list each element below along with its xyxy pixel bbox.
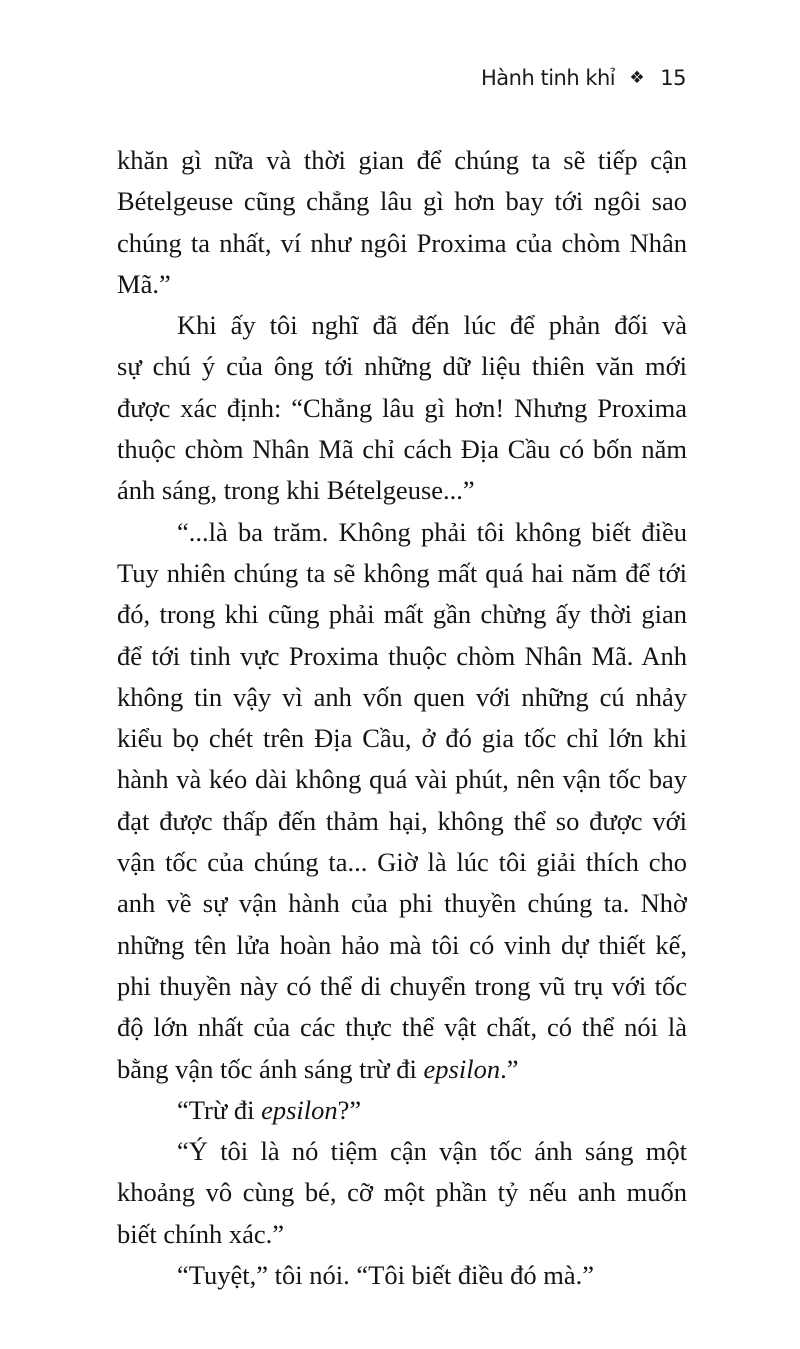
text-line (117, 1255, 687, 1296)
text-line (117, 883, 687, 924)
text-segment: độ lớn nhất của các thực thể vật chất, có thể nói là (117, 1012, 687, 1043)
text-line (117, 925, 687, 966)
text-segment: “Ý tôi là nó tiệm cận vận tốc ánh sáng một (177, 1136, 687, 1167)
text-line (117, 1049, 687, 1090)
text-segment: đạt được thấp đến thảm hại, không thể so được với (117, 805, 687, 836)
text-line (117, 842, 687, 883)
text-line (117, 470, 687, 511)
text-segment: chúng ta nhất, ví như ngôi Proxima của chòm Nhân (117, 227, 687, 258)
text-segment: ánh sáng, trong khi Bételgeuse...” (117, 475, 475, 506)
text-line (117, 801, 687, 842)
running-title: Hành tinh khỉ (481, 66, 616, 90)
italic-text: epsilon (261, 1094, 338, 1125)
text-segment: sự chú ý của ông tới những dữ liệu thiên văn mới (117, 351, 687, 382)
text-line (117, 1007, 687, 1048)
text-segment: .” (500, 1053, 519, 1084)
text-segment: ?” (337, 1094, 362, 1125)
text-segment: “Trừ đi (177, 1094, 262, 1125)
text-segment: “Tuyệt,” tôi nói. “Tôi biết điều đó mà.” (177, 1260, 595, 1291)
text-segment: kiểu bọ chét trên Địa Cầu, ở đó gia tốc chỉ lớn khi (117, 723, 687, 754)
text-segment: “...là ba trăm. Không phải tôi không biết điều (177, 516, 687, 547)
text-line (117, 1214, 687, 1255)
text-line (117, 718, 687, 759)
text-segment: đó, trong khi cũng phải mất gần chừng ấy thời gian (117, 599, 687, 630)
text-line (117, 140, 687, 181)
italic-text: epsilon (423, 1053, 501, 1084)
text-segment: biết chính xác.” (117, 1218, 285, 1249)
text-segment: vận tốc của chúng ta... Giờ là lúc tôi giải thích cho (117, 847, 687, 878)
text-line (117, 305, 687, 346)
text-segment: Khi ấy tôi nghĩ đã đến lúc để phản đối và (177, 310, 687, 341)
text-line (117, 429, 687, 470)
text-segment: Tuy nhiên chúng ta sẽ không mất quá hai năm để tới (117, 557, 687, 588)
text-line (117, 594, 687, 635)
text-segment: bằng vận tốc ánh sáng trừ đi (117, 1053, 424, 1084)
text-segment: Mã.” (117, 268, 171, 299)
text-segment: được xác định: “Chẳng lâu gì hơn! Nhưng Proxima (117, 392, 687, 423)
text-segment: hành và kéo dài không quá vài phút, nên vận tốc bay (117, 764, 687, 795)
text-segment: những tên lửa hoàn hảo mà tôi có vinh dự thiết kế, (117, 929, 687, 960)
text-segment: để tới tinh vực Proxima thuộc chòm Nhân Mã. Anh (117, 640, 687, 671)
text-line (117, 264, 687, 305)
page-body-text (117, 140, 687, 1296)
text-segment: khăn gì nữa và thời gian để chúng ta sẽ tiếp cận (117, 145, 687, 175)
page-number: 15 (660, 66, 686, 90)
text-segment: Bételgeuse cũng chẳng lâu gì hơn bay tới ngôi sao (117, 186, 687, 217)
ornament-icon: ❖ (629, 68, 645, 88)
text-segment: thuộc chòm Nhân Mã chỉ cách Địa Cầu có bốn năm (117, 434, 687, 465)
text-line (117, 512, 687, 553)
text-segment: phi thuyền này có thể di chuyển trong vũ trụ với tốc (117, 970, 687, 1001)
text-line (117, 1090, 687, 1131)
text-line (117, 181, 687, 222)
text-line (117, 677, 687, 718)
text-line (117, 553, 687, 594)
text-segment: anh về sự vận hành của phi thuyền chúng ta. Nhờ (117, 888, 687, 919)
text-line (117, 759, 687, 800)
text-line (117, 223, 687, 264)
text-segment: khoảng vô cùng bé, cỡ một phần tỷ nếu anh muốn (117, 1177, 687, 1208)
text-line (117, 636, 687, 677)
text-line (117, 1131, 687, 1172)
text-line (117, 388, 687, 429)
text-segment: không tin vậy vì anh vốn quen với những cú nhảy (117, 681, 687, 712)
text-line (117, 966, 687, 1007)
text-line (117, 1172, 687, 1213)
running-header (481, 66, 686, 90)
text-line (117, 346, 687, 387)
